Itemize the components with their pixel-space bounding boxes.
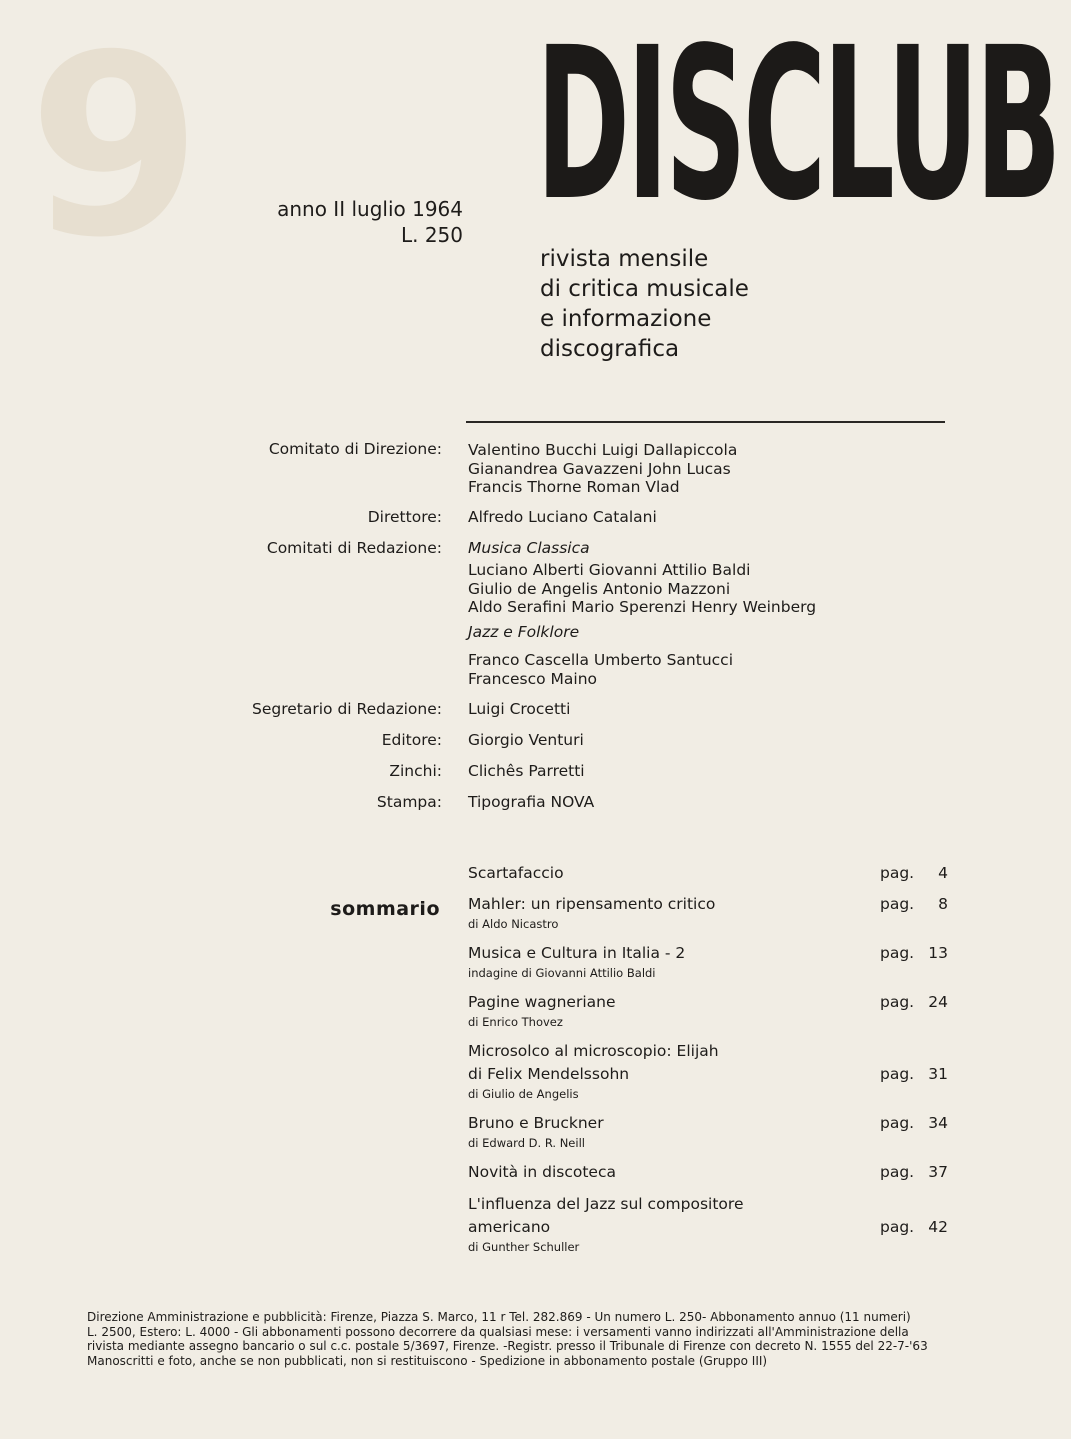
toc-entry-author: indagine di Giovanni Attilio Baldi (468, 966, 656, 980)
name-line: Aldo Serafini Mario Sperenzi Henry Weinberg (468, 598, 817, 616)
toc-entry-author: di Giulio de Angelis (468, 1087, 579, 1101)
segretario-label: Segretario di Redazione: (252, 700, 442, 718)
toc-entry-title-cont: di Felix Mendelssohn (468, 1065, 630, 1083)
tagline-line: e informazione (540, 306, 712, 332)
tagline-line: di critica musicale (540, 276, 749, 302)
name-line: Luciano Alberti Giovanni Attilio Baldi (468, 561, 751, 579)
toc-entry-title: Scartafaccio (468, 864, 564, 882)
issue-price: L. 250 (400, 223, 463, 247)
magazine-title: DISCLUB (536, 2, 1059, 247)
editore-label: Editore: (381, 731, 442, 749)
comitato-direzione-names (468, 441, 737, 497)
toc-entry-title: Bruno e Bruckner (468, 1114, 604, 1132)
direttore-name: Alfredo Luciano Catalani (468, 508, 657, 526)
toc-entry-page: pag. 31 (880, 1065, 948, 1083)
toc-entry-page: pag. 8 (880, 895, 948, 913)
name-line: Francesco Maino (468, 669, 598, 688)
tagline (540, 244, 749, 364)
musica-classica-heading: Musica Classica (468, 539, 590, 557)
tagline-line: rivista mensile (540, 246, 709, 272)
name-line: Franco Cascella Umberto Santucci (468, 651, 733, 669)
toc-entry-author: di Edward D. R. Neill (468, 1136, 585, 1150)
name-line: Francis Thorne Roman Vlad (468, 478, 680, 496)
toc-entry-page: pag. 13 (880, 944, 948, 962)
toc-entry-page: pag. 24 (880, 993, 948, 1011)
footer-line: L. 2500, Estero: L. 4000 - Gli abbonamenti possono decorrere da qualsiasi mese: i versamenti vanno indirizzati all'Amministrazione della (87, 1324, 909, 1339)
stampa-label: Stampa: (376, 793, 442, 811)
toc-entry-title-cont: americano (468, 1218, 551, 1236)
toc-entry-page: pag. 37 (880, 1163, 948, 1181)
toc-entry-title: Novità in discoteca (468, 1163, 616, 1181)
segretario-name: Luigi Crocetti (468, 700, 571, 718)
comitato-direzione-label: Comitato di Direzione: (268, 440, 442, 458)
toc-entry-author: di Gunther Schuller (468, 1240, 580, 1254)
footer-line: rivista mediante assegno bancario o sul c.c. postale 5/3697, Firenze. -Registr. presso il Tribunale di Firenze con decreto N. 1555 del 22-7-'63 (87, 1339, 928, 1354)
toc-entry-title: L'influenza del Jazz sul compositore (468, 1195, 744, 1213)
toc-entry-title: Musica e Cultura in Italia - 2 (468, 944, 686, 962)
toc-entry-page: pag. 34 (880, 1114, 948, 1132)
zinchi-name: Clichês Parretti (468, 762, 585, 780)
issue-date: anno II luglio 1964 (277, 197, 463, 221)
comitati-redazione-label: Comitati di Redazione: (266, 539, 442, 557)
toc-entry-page: pag. 4 (880, 864, 948, 882)
toc-entry-author: di Enrico Thovez (468, 1015, 563, 1029)
tagline-line: discografica (540, 336, 680, 362)
footer-line: Manoscritti e foto, anche se non pubblicati, non si restituiscono - Spedizione in abbonamento postale (Gruppo III) (87, 1353, 768, 1368)
toc-entry-title: Microsolco al microscopio: Elijah (468, 1042, 719, 1060)
name-line: Giulio de Angelis Antonio Mazzoni (468, 579, 731, 598)
footer-line: Direzione Amministrazione e pubblicità: Firenze, Piazza S. Marco, 11 r Tel. 282.869 - Un numero L. 250- Abbonamento annuo (11 numeri) (87, 1310, 911, 1324)
editore-name: Giorgio Venturi (468, 731, 584, 749)
sommario-heading: sommario (330, 898, 440, 920)
name-line: Valentino Bucchi Luigi Dallapiccola (468, 441, 738, 459)
publisher-footer (87, 1310, 1023, 1368)
issue-number-background: 9 (28, 1, 198, 292)
direttore-label: Direttore: (367, 508, 442, 526)
name-line: Gianandrea Gavazzeni John Lucas (468, 459, 731, 478)
header-divider (466, 421, 945, 423)
stampa-name: Tipografia NOVA (468, 793, 595, 811)
toc-entry-page: pag. 42 (880, 1218, 948, 1236)
toc-entry-title: Mahler: un ripensamento critico (468, 895, 716, 913)
zinchi-label: Zinchi: (389, 762, 442, 780)
jazz-folklore-heading: Jazz e Folklore (468, 623, 580, 641)
toc-entry-author: di Aldo Nicastro (468, 917, 559, 931)
musica-classica-names (468, 561, 816, 617)
issue-info (277, 196, 463, 248)
toc-entry-title: Pagine wagneriane (468, 993, 616, 1011)
jazz-folklore-names (468, 651, 733, 688)
